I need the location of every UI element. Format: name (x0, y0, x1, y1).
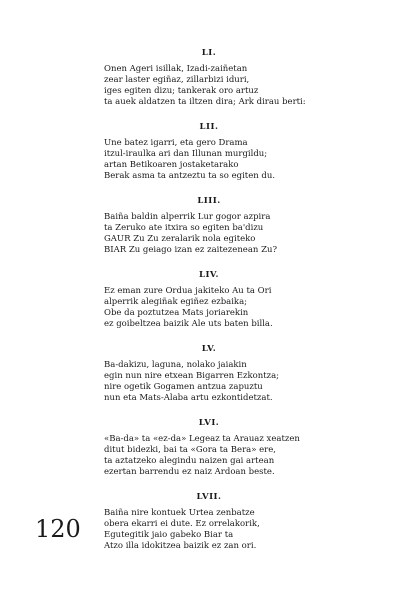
stanza (104, 270, 404, 330)
stanza (104, 418, 404, 478)
verse-line: Egutegitik jaio gabeko Biar ta (104, 530, 234, 540)
verse-line: obera ekarri ei dute. Ez orrelakorik, (104, 519, 260, 529)
verse-line: BIAR Zu geiago izan ez zaitezenean Zu? (104, 245, 278, 255)
verse-line: zear laster egiñaz, zillarbizi iduri, (104, 75, 250, 85)
verse-line: GAUR Zu Zu zeralarik nola egiteko (104, 234, 256, 244)
poem-column (104, 48, 404, 566)
stanza (104, 344, 404, 404)
verse-line: Ba-dakizu, laguna, nolako jaiakin (104, 360, 247, 370)
stanza-heading: LI. (201, 48, 217, 58)
verse-line: iges egiten dizu; tankerak oro artuz (104, 86, 259, 96)
verse-line: ditut bidezki, bai ta «Gora ta Bera» ere, (104, 445, 276, 455)
verse-line: Baiña baldin alperrik Lur gogor azpira (104, 212, 271, 222)
stanza-heading: LVI. (198, 418, 220, 428)
verse-line: Baiña nire kontuek Urtea zenbatze (104, 508, 255, 518)
stanza (104, 122, 404, 182)
verse-line: Onen Ageri isillak, Izadi-zaiñetan (104, 64, 248, 74)
stanza (104, 196, 404, 256)
verse-line: Berak asma ta antzeztu ta so egiten du. (104, 171, 276, 181)
verse-line: artan Betikoaren jostaketarako (104, 160, 239, 170)
verse-line: itzul-iraulka ari dan Illunan murgildu; (104, 149, 268, 159)
stanza (104, 48, 404, 108)
verse-line: egin nun nire etxean Bigarren Ezkontza; (104, 371, 280, 381)
verse-line: ta aztatzeko alegindu naizen gai artean (104, 456, 275, 466)
stanza-heading: LVII. (196, 492, 222, 502)
verse-line: Une batez igarri, eta gero Drama (104, 138, 248, 148)
verse-line: ta Zeruko ate itxira so egiten ba'dizu (104, 223, 264, 233)
stanza-heading: LIV. (198, 270, 220, 280)
verse-line: ta auek aldatzen ta iltzen dira; Ark dirau berti: (104, 97, 306, 107)
stanza-heading: LII. (199, 122, 219, 132)
page-number: 120 (35, 515, 81, 543)
verse-line: nun eta Mats-Alaba artu ezkontidetzat. (104, 393, 273, 403)
stanza (104, 492, 404, 552)
verse-line: Obe da poztutzea Mats joriarekin (104, 308, 249, 318)
stanza-heading: LIII. (197, 196, 221, 206)
verse-line: nire ogetik Gogamen antzua zapuztu (104, 382, 263, 392)
verse-line: ezertan barrendu ez naiz Ardoan beste. (104, 467, 275, 477)
verse-line: ez goibeltzea baizik Ale uts baten billa. (104, 319, 273, 329)
verse-line: Atzo illa idokitzea baizik ez zan ori. (104, 541, 257, 551)
verse-line: Ez eman zure Ordua jakiteko Au ta Ori (104, 286, 272, 296)
verse-line: «Ba-da» ta «ez-da» Legeaz ta Arauaz xeatzen (104, 434, 300, 444)
stanza-heading: LV. (201, 344, 217, 354)
verse-line: alperrik alegiñak egiñez ezbaika; (104, 297, 248, 307)
